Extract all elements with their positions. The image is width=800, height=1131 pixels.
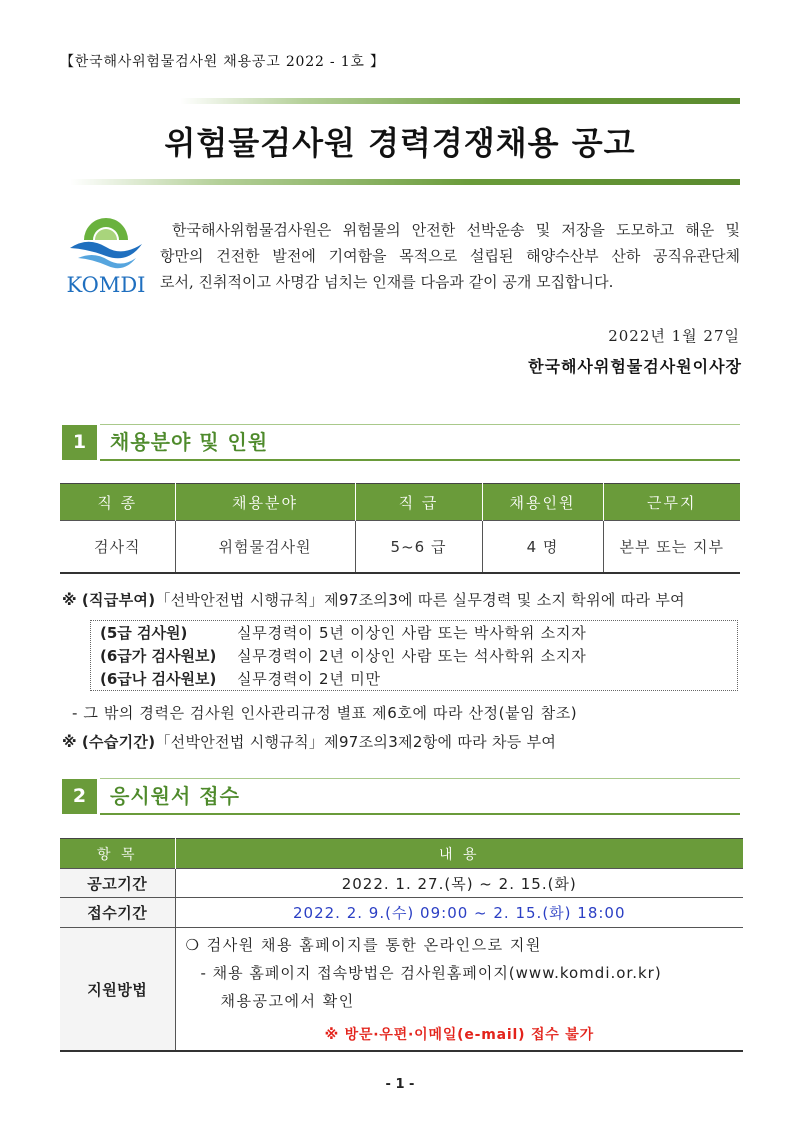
header-headcount: 채용인원 [482, 484, 603, 521]
issuer-name: 한국해사위험물검사원이사장 [528, 357, 742, 376]
notice-date: 2022년 1월 27일 [608, 327, 740, 345]
grade-description: 실무경력이 2년 이상인 사람 또는 석사학위 소지자 [237, 647, 587, 665]
cell-field: 위험물검사원 [175, 521, 355, 574]
header-grade: 직 급 [355, 484, 482, 521]
logo-green-inner-icon [95, 229, 117, 240]
intro-paragraph [160, 217, 740, 295]
logo-text: KOMDI [66, 273, 146, 297]
komdi-logo [64, 212, 148, 300]
section-1-header [62, 424, 740, 460]
cell-headcount: 4 명 [482, 521, 603, 574]
section-rule [100, 424, 740, 461]
grade-criteria-box [90, 620, 738, 691]
note-label: (직급부여) [81, 591, 156, 609]
grade-row [91, 668, 737, 691]
reference-mark: ※ [62, 733, 77, 751]
komdi-logo-icon [64, 212, 148, 300]
logo-wave-lower-icon [78, 255, 136, 268]
method-warning: ※ 방문·우편·이메일(e-mail) 접수 불가 [324, 1027, 594, 1043]
header-job-type: 직 종 [60, 484, 175, 521]
application-method-label: 지원방법 [60, 928, 175, 1052]
reference-mark: ※ [62, 591, 77, 609]
method-line: - 채용 홈페이지 접속방법은 검사원홈페이지(www.komdi.or.kr) [200, 964, 662, 982]
section-2-header [62, 778, 740, 814]
grade-row [91, 622, 737, 645]
grade-row [91, 645, 737, 668]
grade-label: (6급나 검사원보) [100, 670, 217, 688]
grade-assignment-note [62, 590, 685, 610]
grade-description: 실무경력이 5년 이상인 사람 또는 박사학위 소지자 [237, 624, 587, 642]
document-header: 【한국해사위험물검사원 채용공고 2022 - 1호 】 [60, 54, 385, 70]
intro-line: 로서, 진취적이고 사명감 넘치는 인재를 다음과 같이 공개 모집합니다. [160, 273, 614, 291]
application-method-content [175, 928, 743, 1052]
cell-job-type: 검사직 [60, 521, 175, 574]
method-line: ❍ 검사원 채용 홈페이지를 통한 온라인으로 지원 [185, 936, 542, 954]
logo-wave-icon [70, 242, 142, 259]
announce-period-label: 공고기간 [60, 869, 175, 898]
grade-label: (6급가 검사원보) [100, 647, 217, 665]
section-number-badge: 2 [62, 779, 97, 814]
career-calculation-note: - 그 밖의 경력은 검사원 인사관리규정 별표 제6호에 따라 산정(붙임 참조) [72, 704, 578, 722]
page-title: 위험물검사원 경력경쟁채용 공고 [164, 124, 636, 162]
cell-workplace: 본부 또는 지부 [603, 521, 740, 574]
section-rule [100, 778, 740, 815]
grade-label: (5급 검사원) [100, 624, 188, 642]
grade-description: 실무경력이 2년 미만 [237, 670, 381, 688]
header-field: 채용분야 [175, 484, 355, 521]
receipt-period-value: 2022. 2. 9.(수) 09:00 ~ 2. 15.(화) 18:00 [175, 898, 743, 928]
intro-line: 한국해사위험물검사원은 위험물의 안전한 선박운송 및 저장을 도모하고 해운 및 [172, 221, 740, 239]
title-top-bar [180, 98, 740, 104]
application-table [60, 838, 743, 1052]
header-content: 내 용 [175, 839, 743, 869]
page-number: - 1 - [385, 1077, 415, 1092]
row-receipt-period [60, 898, 743, 928]
row-announce-period [60, 869, 743, 898]
recruitment-table-header [60, 484, 740, 521]
probation-note [62, 732, 556, 752]
header-item: 항 목 [60, 839, 175, 869]
note-text: 「선박안전법 시행규칙」제97조의3에 따른 실무경력 및 소지 학위에 따라 부여 [155, 591, 685, 609]
table-row [60, 521, 740, 574]
note-text: 「선박안전법 시행규칙」제97조의3제2항에 따라 차등 부여 [155, 733, 557, 751]
section-title: 응시원서 접수 [110, 784, 240, 808]
announce-period-value: 2022. 1. 27.(목) ~ 2. 15.(화) [175, 869, 743, 898]
row-application-method [60, 928, 743, 1052]
method-line: 채용공고에서 확인 [220, 992, 355, 1010]
section-title: 채용분야 및 인원 [110, 430, 269, 454]
receipt-period-label: 접수기간 [60, 898, 175, 928]
method-lines [176, 928, 744, 1049]
application-table-header [60, 839, 743, 869]
title-bottom-bar [70, 179, 740, 185]
intro-line: 항만의 건전한 발전에 기여함을 목적으로 설립된 해양수산부 산하 공직유관단체 [160, 247, 740, 265]
header-workplace: 근무지 [603, 484, 740, 521]
recruitment-table [60, 483, 740, 574]
cell-grade: 5~6 급 [355, 521, 482, 574]
note-label: (수습기간) [81, 733, 156, 751]
section-number-badge: 1 [62, 425, 97, 460]
